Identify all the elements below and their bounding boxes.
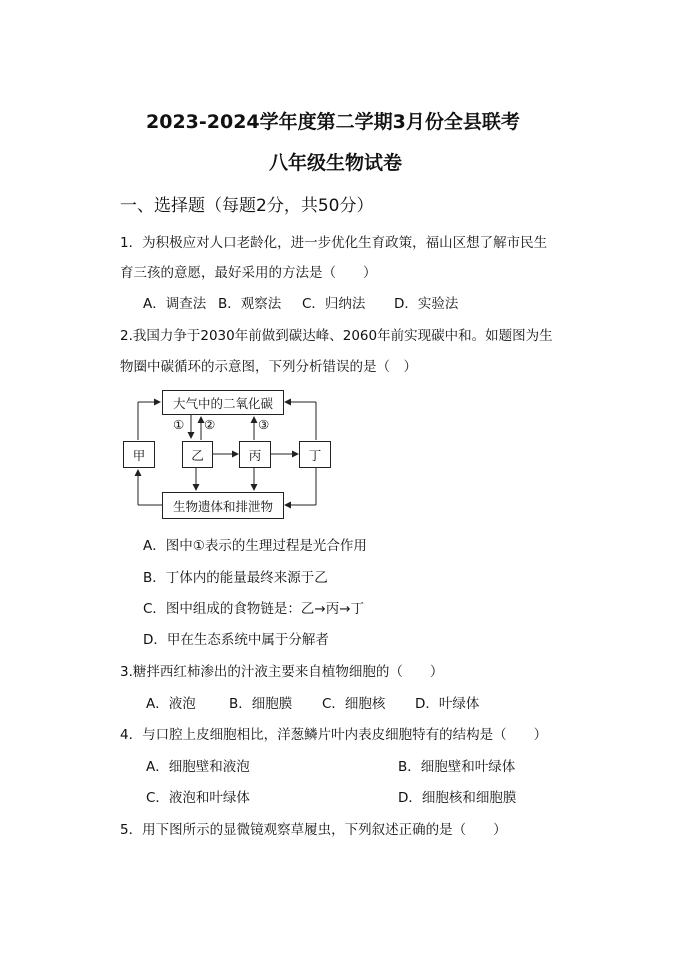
question-1-line-2: 育三孩的意愿，最好采用的方法是（ ） xyxy=(120,265,377,281)
question-2-option-a: A．图中①表示的生理过程是光合作用 xyxy=(143,538,367,554)
question-1-line-1: 1．为积极应对人口老龄化，进一步优化生育政策，福山区想了解市民生 xyxy=(120,235,548,251)
question-3-option-a: A．液泡 xyxy=(146,696,196,712)
section-heading: 一、选择题（每题2分，共50分） xyxy=(120,196,374,216)
atmosphere-co2-box: 大气中的二氧化碳 xyxy=(162,390,284,415)
exam-subtitle: 八年级生物试卷 xyxy=(269,152,403,174)
question-4-option-c: C．液泡和叶绿体 xyxy=(146,790,250,806)
question-1-option-d: D．实验法 xyxy=(394,296,459,312)
question-4-option-a: A．细胞壁和液泡 xyxy=(146,759,250,775)
mark-3-label: ③ xyxy=(258,417,270,432)
remains-box: 生物遗体和排泄物 xyxy=(162,492,284,519)
question-3-option-d: D．叶绿体 xyxy=(415,696,480,712)
bing-box: 丙 xyxy=(239,441,271,468)
question-5-line-1: 5．用下图所示的显微镜观察草履虫，下列叙述正确的是（ ） xyxy=(120,822,507,838)
ding-box: 丁 xyxy=(299,441,331,468)
exam-title: 2023-2024学年度第二学期3月份全县联考 xyxy=(146,111,520,133)
question-1-option-b: B．观察法 xyxy=(218,296,282,312)
yi-box: 乙 xyxy=(182,441,213,468)
question-1-option-c: C．归纳法 xyxy=(302,296,366,312)
question-3-option-b: B．细胞膜 xyxy=(229,696,293,712)
question-2-option-d: D．甲在生态系统中属于分解者 xyxy=(143,632,329,648)
jia-box: 甲 xyxy=(123,441,155,468)
question-2-line-1: 2.我国力争于2030年前做到碳达峰、2060年前实现碳中和。如题图为生 xyxy=(120,328,553,344)
question-2-option-c: C．图中组成的食物链是：乙→丙→丁 xyxy=(143,601,365,617)
question-2-option-b: B．丁体内的能量最终来源于乙 xyxy=(143,570,328,586)
question-4-option-d: D．细胞核和细胞膜 xyxy=(398,790,517,806)
mark-1-label: ① xyxy=(173,417,185,432)
question-1-option-a: A．调查法 xyxy=(143,296,207,312)
question-4-line-1: 4．与口腔上皮细胞相比，洋葱鳞片叶内表皮细胞特有的结构是（ ） xyxy=(120,727,548,743)
question-3-option-c: C．细胞核 xyxy=(322,696,386,712)
mark-2-label: ② xyxy=(204,417,216,432)
question-4-option-b: B．细胞壁和叶绿体 xyxy=(398,759,516,775)
question-2-line-2: 物圈中碳循环的示意图，下列分析错误的是（ ） xyxy=(120,359,417,375)
question-3-line-1: 3.糖拌西红柿渗出的汁液主要来自植物细胞的（ ） xyxy=(120,664,444,680)
